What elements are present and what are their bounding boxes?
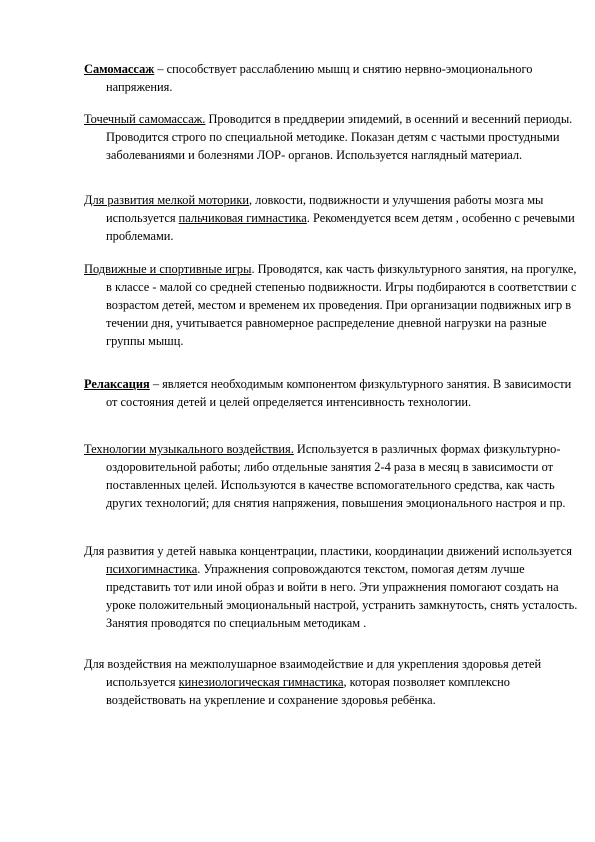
paragraph-acupressure: [84, 110, 580, 164]
paragraph-text: . Рекомендуется всем детям , особенно с речевыми проблемами.: [106, 211, 575, 243]
paragraph-games: [84, 260, 580, 350]
paragraph-self-massage: [84, 60, 580, 96]
paragraph-text: Для воздействия на межполушарное взаимодействие и для укрепления здоровья детей используется: [84, 657, 542, 689]
paragraph-text: – является необходимым компонентом физкультурного занятия. В зависимости от состояния детей и целей определяется интенсивность технологии.: [106, 377, 572, 409]
paragraph-relaxation: [84, 375, 580, 411]
paragraph-text: Проводится в преддверии эпидемий, в осенний и весенний периоды. Проводится строго по специальной методике. Показан детям с частыми простудными заболеваниями и болезнями ЛОР- органов. Используется наглядный материал.: [106, 112, 573, 162]
term-music: Технологии музыкального воздействия.: [84, 442, 294, 456]
term-relaxation: Релаксация: [84, 377, 150, 391]
paragraph-music: [84, 440, 580, 512]
term-self-massage: Самомассаж: [84, 62, 155, 76]
term-acupressure: Точечный самомассаж.: [84, 112, 206, 126]
term-psycho-gymnastics: психогимнастика: [106, 562, 198, 576]
term-finger-gymnastics: пальчиковая гимнастика: [178, 211, 307, 225]
paragraph-text: Используется в различных формах физкультурно-оздоровительной работы; либо отдельные занятия 2-4 раза в месяц в зависимости от поставленных целей. Используются в качестве вспомогательного средства, как часть других технологий; для снятия напряжения, повышения эмоционального настроя и пр.: [106, 442, 566, 510]
paragraph-kinesiology: [84, 655, 580, 709]
term-games: Подвижные и спортивные игры: [84, 262, 252, 276]
paragraph-text: , которая позволяет комплексно воздействовать на укрепление и сохранение здоровья ребёнка.: [106, 675, 510, 707]
paragraph-text: . Упражнения сопровождаются текстом, помогая детям лучше представить тот или иной образ и войти в него. Эти упражнения помогают создать на уроке положительный эмоциональный настрой, устранить замкнутость, снять усталость. Занятия проводятся по специальным методикам .: [106, 562, 578, 630]
paragraph-text: . Проводятся, как часть физкультурного занятия, на прогулке, в классе - малой со средней степенью подвижности. Игры подбираются в соответствии с возрастом детей, местом и временем их проведения. При организации подвижных игр в течении дня, учитывается равномерное распределение дневной нагрузки на разные группы мышц.: [106, 262, 577, 348]
term-kinesiology: кинезиологическая гимнастика: [178, 675, 344, 689]
paragraph-text: Для развития у детей навыка концентрации, пластики, координации движений используется: [84, 544, 572, 558]
paragraph-psycho-gymnastics: [84, 542, 580, 632]
paragraph-text: – способствует расслаблению мышц и снятию нервно-эмоционального напряжения.: [106, 62, 533, 94]
paragraph-text: , ловкости, подвижности и улучшения работы мозга мы используется: [106, 193, 544, 225]
paragraph-fine-motor: [84, 191, 580, 245]
term-fine-motor: Для развития мелкой моторики: [84, 193, 249, 207]
